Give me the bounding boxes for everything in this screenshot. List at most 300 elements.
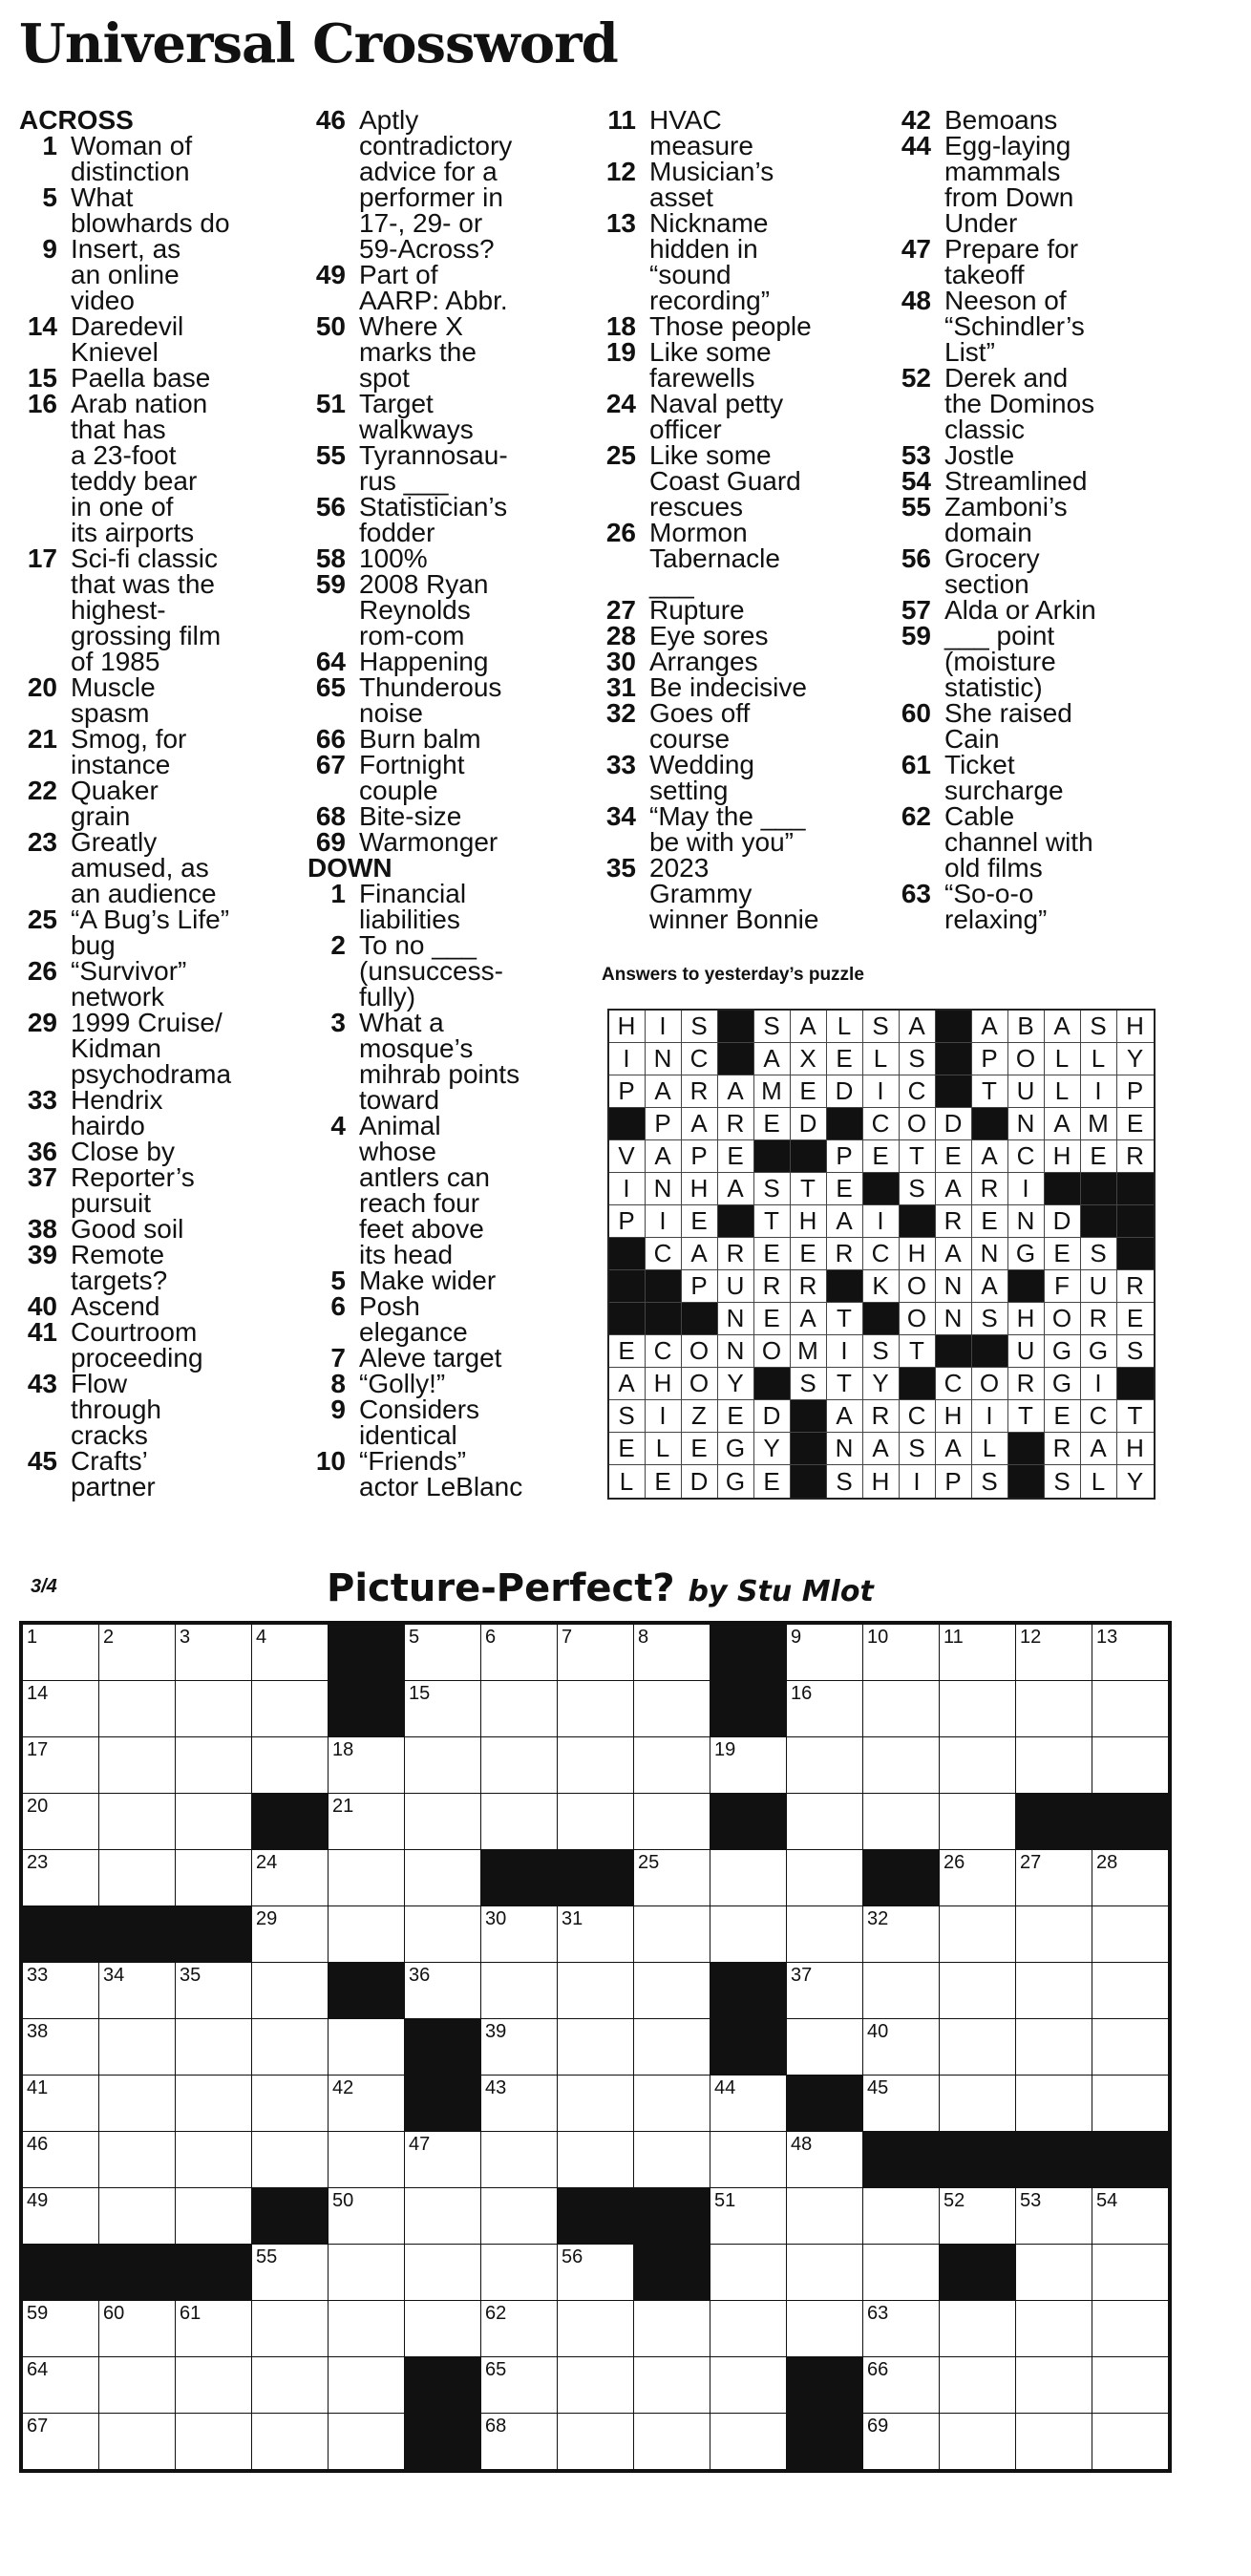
grid-cell[interactable]: [863, 1737, 939, 1793]
answer-block: [900, 1368, 936, 1400]
grid-cell[interactable]: [481, 2188, 557, 2244]
grid-cell[interactable]: [634, 1794, 710, 1849]
grid-cell[interactable]: [634, 2414, 710, 2469]
grid-cell[interactable]: [176, 1681, 251, 1736]
clue[interactable]: [598, 313, 884, 339]
grid-cell[interactable]: [863, 2301, 939, 2356]
clue[interactable]: [307, 107, 594, 262]
answer-cell: D: [936, 1108, 972, 1140]
clue[interactable]: [19, 1139, 306, 1164]
clue-number: 15: [27, 363, 57, 393]
grid-cell[interactable]: [558, 1625, 633, 1680]
grid-cell[interactable]: [940, 2019, 1015, 2075]
grid-cell[interactable]: [787, 1794, 862, 1849]
clue[interactable]: [893, 597, 1179, 623]
grid-cell[interactable]: [481, 2357, 557, 2413]
grid-cell[interactable]: [863, 2019, 939, 2075]
clue[interactable]: [307, 262, 594, 313]
grid-cell[interactable]: [23, 1681, 98, 1736]
grid-cell[interactable]: [710, 2188, 786, 2244]
clue[interactable]: [598, 752, 884, 803]
answer-cell: L: [646, 1433, 682, 1465]
clue[interactable]: [307, 1293, 594, 1345]
grid-cell[interactable]: [176, 1794, 251, 1849]
grid-cell[interactable]: [252, 1625, 328, 1680]
grid-cell[interactable]: [863, 1906, 939, 1962]
grid-cell[interactable]: [1016, 2414, 1092, 2469]
answer-block: [936, 1075, 972, 1108]
clue[interactable]: [598, 210, 884, 313]
grid-cell[interactable]: [329, 2188, 404, 2244]
grid-cell[interactable]: [176, 2188, 251, 2244]
clue[interactable]: [598, 107, 884, 159]
clue[interactable]: [893, 365, 1179, 442]
grid-cell[interactable]: [405, 1794, 480, 1849]
grid-cell[interactable]: [23, 1850, 98, 1905]
clue[interactable]: [598, 520, 884, 597]
grid-cell[interactable]: [1092, 1963, 1168, 2018]
grid-cell[interactable]: [252, 2132, 328, 2187]
grid-cell[interactable]: [99, 1625, 175, 1680]
clue[interactable]: [307, 649, 594, 674]
clue[interactable]: [307, 803, 594, 829]
grid-cell[interactable]: [252, 2076, 328, 2131]
grid-cell[interactable]: [634, 2357, 710, 2413]
grid-cell[interactable]: [558, 2076, 633, 2131]
grid-cell[interactable]: [176, 2132, 251, 2187]
grid-cell[interactable]: [634, 1906, 710, 1962]
grid-cell[interactable]: [1016, 1906, 1092, 1962]
clue[interactable]: [307, 571, 594, 649]
grid-cell[interactable]: [634, 2301, 710, 2356]
clue[interactable]: [598, 803, 884, 855]
grid-cell[interactable]: [252, 1681, 328, 1736]
grid-cell[interactable]: [634, 1963, 710, 2018]
clue[interactable]: [598, 339, 884, 391]
clue[interactable]: [598, 855, 884, 932]
grid-cell[interactable]: [1016, 1963, 1092, 2018]
clue[interactable]: [893, 494, 1179, 545]
grid-cell[interactable]: [99, 2301, 175, 2356]
grid-cell[interactable]: [1016, 1850, 1092, 1905]
grid-cell[interactable]: [634, 1850, 710, 1905]
grid-cell[interactable]: [940, 2188, 1015, 2244]
grid-cell[interactable]: [558, 1963, 633, 2018]
grid-cell[interactable]: [405, 2188, 480, 2244]
grid-cell[interactable]: [99, 1681, 175, 1736]
grid-cell[interactable]: [329, 2245, 404, 2300]
grid-cell[interactable]: [481, 1906, 557, 1962]
grid-cell[interactable]: [1092, 2245, 1168, 2300]
grid-cell[interactable]: [23, 2188, 98, 2244]
clue[interactable]: [893, 623, 1179, 700]
cell-number: 26: [944, 1852, 965, 1873]
clue[interactable]: [893, 881, 1179, 932]
grid-cell[interactable]: [329, 2019, 404, 2075]
clue-text: Posh elegance: [359, 1291, 468, 1347]
grid-cell[interactable]: [99, 1850, 175, 1905]
clue[interactable]: [307, 1267, 594, 1293]
clue[interactable]: [19, 133, 306, 184]
clue[interactable]: [307, 1113, 594, 1267]
grid-cell[interactable]: [405, 1737, 480, 1793]
grid-cell[interactable]: [558, 1737, 633, 1793]
grid-cell[interactable]: [23, 1963, 98, 2018]
grid-cell[interactable]: [558, 2245, 633, 2300]
clue[interactable]: [19, 1293, 306, 1319]
clue[interactable]: [19, 958, 306, 1010]
clue[interactable]: [19, 1216, 306, 1242]
grid-cell[interactable]: [1092, 2188, 1168, 2244]
grid-cell[interactable]: [23, 2301, 98, 2356]
grid-cell[interactable]: [710, 2245, 786, 2300]
clue[interactable]: [893, 442, 1179, 468]
grid-cell[interactable]: [329, 2132, 404, 2187]
grid-cell[interactable]: [787, 2301, 862, 2356]
clue[interactable]: [598, 674, 884, 700]
grid-cell[interactable]: [405, 1850, 480, 1905]
grid-cell[interactable]: [1092, 1681, 1168, 1736]
grid-cell[interactable]: [634, 2076, 710, 2131]
grid-cell[interactable]: [710, 2414, 786, 2469]
clue[interactable]: [19, 545, 306, 674]
clue[interactable]: [893, 545, 1179, 597]
grid-cell[interactable]: [940, 1963, 1015, 2018]
clue[interactable]: [307, 1345, 594, 1371]
grid-cell[interactable]: [99, 1737, 175, 1793]
grid-block: [329, 1681, 404, 1736]
answer-cell: Y: [1126, 1466, 1145, 1496]
grid-cell[interactable]: [405, 1906, 480, 1962]
grid-cell[interactable]: [634, 1681, 710, 1736]
grid-cell[interactable]: [787, 1906, 862, 1962]
grid-cell[interactable]: [329, 2357, 404, 2413]
crossword-grid[interactable]: [19, 1621, 1172, 2473]
grid-cell[interactable]: [787, 1963, 862, 2018]
grid-cell[interactable]: [176, 1963, 251, 2018]
grid-cell[interactable]: [940, 2076, 1015, 2131]
grid-cell[interactable]: [710, 2076, 786, 2131]
grid-cell[interactable]: [176, 1625, 251, 1680]
grid-cell[interactable]: [1092, 1625, 1168, 1680]
answer-block: [754, 1368, 791, 1400]
grid-cell[interactable]: [176, 1850, 251, 1905]
answer-block: [1008, 1465, 1045, 1498]
answer-cell: R: [754, 1270, 791, 1303]
grid-cell[interactable]: [787, 2245, 862, 2300]
grid-cell[interactable]: [863, 1794, 939, 1849]
grid-cell[interactable]: [1092, 1737, 1168, 1793]
clue-text: Insert, as an online video: [71, 234, 181, 315]
clue[interactable]: [307, 829, 594, 855]
grid-cell[interactable]: [1092, 2301, 1168, 2356]
grid-cell[interactable]: [940, 1906, 1015, 1962]
clue[interactable]: [307, 674, 594, 726]
grid-cell[interactable]: [634, 2132, 710, 2187]
grid-cell[interactable]: [1016, 2019, 1092, 2075]
grid-cell[interactable]: [863, 2414, 939, 2469]
clue[interactable]: [19, 1010, 306, 1087]
cell-number: 7: [562, 1627, 573, 1648]
clue[interactable]: [19, 1371, 306, 1448]
clue[interactable]: [19, 1242, 306, 1293]
clue[interactable]: [307, 1396, 594, 1448]
grid-cell[interactable]: [329, 1850, 404, 1905]
grid-cell[interactable]: [481, 2076, 557, 2131]
clue-number: 27: [605, 595, 636, 625]
grid-cell[interactable]: [940, 2414, 1015, 2469]
clue[interactable]: [19, 906, 306, 958]
grid-cell[interactable]: [710, 2357, 786, 2413]
grid-cell[interactable]: [710, 2301, 786, 2356]
clue[interactable]: [307, 726, 594, 752]
grid-cell[interactable]: [1016, 2301, 1092, 2356]
grid-cell[interactable]: [329, 1794, 404, 1849]
grid-cell[interactable]: [787, 1625, 862, 1680]
grid-cell[interactable]: [176, 2414, 251, 2469]
clue[interactable]: [19, 391, 306, 545]
grid-cell[interactable]: [329, 2301, 404, 2356]
grid-cell[interactable]: [558, 2019, 633, 2075]
clue[interactable]: [19, 236, 306, 313]
grid-cell[interactable]: [787, 2132, 862, 2187]
grid-cell[interactable]: [1016, 2357, 1092, 2413]
grid-cell[interactable]: [710, 2132, 786, 2187]
clue-text: Courtroom proceeding: [71, 1317, 203, 1373]
grid-block: [252, 2188, 328, 2244]
grid-cell[interactable]: [1016, 2076, 1092, 2131]
grid-cell[interactable]: [787, 2019, 862, 2075]
grid-block: [634, 2188, 710, 2244]
grid-cell[interactable]: [481, 1963, 557, 2018]
grid-cell[interactable]: [787, 1737, 862, 1793]
grid-cell[interactable]: [863, 2357, 939, 2413]
grid-cell[interactable]: [176, 1737, 251, 1793]
clue-number: 50: [315, 311, 346, 341]
grid-cell[interactable]: [634, 1737, 710, 1793]
grid-cell[interactable]: [23, 1625, 98, 1680]
grid-cell[interactable]: [405, 2245, 480, 2300]
answer-cell: G: [718, 1433, 754, 1465]
grid-cell[interactable]: [940, 1850, 1015, 1905]
clue[interactable]: [893, 468, 1179, 494]
clue[interactable]: [307, 442, 594, 494]
grid-cell[interactable]: [405, 1625, 480, 1680]
grid-cell[interactable]: [558, 2132, 633, 2187]
grid-cell[interactable]: [329, 2076, 404, 2131]
clue[interactable]: [19, 1164, 306, 1216]
grid-cell[interactable]: [252, 1850, 328, 1905]
grid-cell[interactable]: [252, 2019, 328, 2075]
grid-cell[interactable]: [481, 1794, 557, 1849]
grid-cell[interactable]: [787, 1850, 862, 1905]
grid-cell[interactable]: [329, 1737, 404, 1793]
clue[interactable]: [893, 107, 1179, 133]
grid-cell[interactable]: [634, 2019, 710, 2075]
grid-cell[interactable]: [252, 2414, 328, 2469]
clue[interactable]: [307, 881, 594, 932]
grid-cell[interactable]: [558, 2301, 633, 2356]
clue[interactable]: [19, 829, 306, 906]
grid-cell[interactable]: [252, 1906, 328, 1962]
grid-cell[interactable]: [99, 1963, 175, 2018]
clue[interactable]: [19, 1087, 306, 1139]
grid-cell[interactable]: [23, 1794, 98, 1849]
grid-cell[interactable]: [481, 2132, 557, 2187]
grid-cell[interactable]: [710, 1737, 786, 1793]
clue[interactable]: [307, 391, 594, 442]
grid-cell[interactable]: [405, 2301, 480, 2356]
grid-cell[interactable]: [1092, 1850, 1168, 1905]
grid-cell[interactable]: [481, 1681, 557, 1736]
clue[interactable]: [19, 365, 306, 391]
grid-cell[interactable]: [99, 2076, 175, 2131]
grid-cell[interactable]: [940, 1625, 1015, 1680]
grid-cell[interactable]: [481, 2301, 557, 2356]
grid-cell[interactable]: [1016, 2188, 1092, 2244]
grid-cell[interactable]: [940, 2357, 1015, 2413]
grid-cell[interactable]: [23, 2132, 98, 2187]
grid-cell[interactable]: [1016, 1737, 1092, 1793]
grid-cell[interactable]: [558, 1794, 633, 1849]
grid-block: [710, 2019, 786, 2075]
grid-cell[interactable]: [99, 2019, 175, 2075]
grid-cell[interactable]: [99, 2132, 175, 2187]
grid-cell[interactable]: [481, 1625, 557, 1680]
answer-block: [863, 1303, 900, 1335]
clue[interactable]: [598, 700, 884, 752]
clue[interactable]: [307, 1448, 594, 1500]
grid-cell[interactable]: [405, 2132, 480, 2187]
grid-cell[interactable]: [940, 2301, 1015, 2356]
grid-cell[interactable]: [252, 1963, 328, 2018]
grid-cell[interactable]: [863, 2245, 939, 2300]
clue[interactable]: [307, 313, 594, 391]
clue[interactable]: [19, 1319, 306, 1371]
grid-cell[interactable]: [1092, 2414, 1168, 2469]
grid-cell[interactable]: [1092, 2019, 1168, 2075]
grid-cell[interactable]: [23, 1737, 98, 1793]
grid-cell[interactable]: [23, 2019, 98, 2075]
clue[interactable]: [19, 726, 306, 777]
grid-cell[interactable]: [863, 1681, 939, 1736]
grid-cell[interactable]: [481, 1737, 557, 1793]
clue[interactable]: [893, 752, 1179, 803]
grid-cell[interactable]: [558, 1906, 633, 1962]
grid-cell[interactable]: [1016, 2245, 1092, 2300]
grid-cell[interactable]: [863, 2188, 939, 2244]
grid-cell[interactable]: [329, 1906, 404, 1962]
grid-cell[interactable]: [252, 2245, 328, 2300]
grid-cell[interactable]: [558, 1681, 633, 1736]
grid-cell[interactable]: [863, 1963, 939, 2018]
grid-cell[interactable]: [1016, 1625, 1092, 1680]
grid-cell[interactable]: [329, 2414, 404, 2469]
grid-cell[interactable]: [863, 2076, 939, 2131]
answer-cell: R: [972, 1173, 1008, 1205]
grid-cell[interactable]: [405, 1963, 480, 2018]
cell-number: 4: [256, 1627, 267, 1648]
clue[interactable]: [19, 1448, 306, 1500]
clue[interactable]: [19, 184, 306, 236]
clue[interactable]: [19, 777, 306, 829]
grid-cell[interactable]: [252, 2301, 328, 2356]
clue[interactable]: [19, 313, 306, 365]
grid-cell[interactable]: [176, 2076, 251, 2131]
grid-cell[interactable]: [99, 2414, 175, 2469]
answer-cell: A: [682, 1238, 718, 1270]
grid-cell[interactable]: [787, 2188, 862, 2244]
clue[interactable]: [307, 1371, 594, 1396]
clue[interactable]: [307, 752, 594, 803]
grid-cell[interactable]: [1016, 1681, 1092, 1736]
clue[interactable]: [307, 545, 594, 571]
clue[interactable]: [598, 159, 884, 210]
grid-cell[interactable]: [863, 1625, 939, 1680]
clue[interactable]: [893, 236, 1179, 287]
clue[interactable]: [307, 1010, 594, 1113]
clue[interactable]: [307, 932, 594, 1010]
grid-cell[interactable]: [710, 1850, 786, 1905]
grid-cell[interactable]: [940, 1737, 1015, 1793]
grid-cell[interactable]: [1092, 2357, 1168, 2413]
grid-cell[interactable]: [481, 2019, 557, 2075]
clue[interactable]: [307, 494, 594, 545]
clue-number: 17: [27, 543, 57, 573]
grid-cell[interactable]: [23, 2357, 98, 2413]
clue[interactable]: [598, 649, 884, 674]
grid-cell[interactable]: [23, 2076, 98, 2131]
answer-cell: D: [827, 1075, 863, 1108]
grid-cell[interactable]: [1092, 2076, 1168, 2131]
grid-cell[interactable]: [940, 1681, 1015, 1736]
grid-cell[interactable]: [481, 2245, 557, 2300]
clue[interactable]: [893, 803, 1179, 881]
grid-cell[interactable]: [99, 1794, 175, 1849]
grid-cell[interactable]: [634, 1625, 710, 1680]
grid-cell[interactable]: [252, 1737, 328, 1793]
grid-cell[interactable]: [176, 2301, 251, 2356]
clue[interactable]: [893, 287, 1179, 365]
answer-cell: S: [1117, 1335, 1154, 1368]
grid-cell[interactable]: [23, 2414, 98, 2469]
grid-cell[interactable]: [940, 1794, 1015, 1849]
clue-number: 8: [330, 1369, 346, 1398]
grid-cell[interactable]: [558, 2357, 633, 2413]
clue[interactable]: [598, 391, 884, 442]
grid-cell[interactable]: [176, 2019, 251, 2075]
clue-text: Nickname hidden in “sound recording”: [649, 208, 771, 315]
clue[interactable]: [19, 674, 306, 726]
clue[interactable]: [598, 597, 884, 623]
clue[interactable]: [598, 623, 884, 649]
answer-cell: I: [609, 1043, 646, 1075]
grid-cell[interactable]: [481, 2414, 557, 2469]
grid-cell[interactable]: [99, 2188, 175, 2244]
grid-cell[interactable]: [176, 2357, 251, 2413]
clue-text: Like some farewells: [649, 337, 772, 393]
grid-cell[interactable]: [252, 2357, 328, 2413]
clue[interactable]: [893, 700, 1179, 752]
grid-cell[interactable]: [99, 2357, 175, 2413]
clue[interactable]: [598, 442, 884, 520]
grid-cell[interactable]: [787, 1681, 862, 1736]
clue[interactable]: [893, 133, 1179, 236]
grid-cell[interactable]: [405, 1681, 480, 1736]
grid-cell[interactable]: [558, 2414, 633, 2469]
grid-cell[interactable]: [710, 1906, 786, 1962]
grid-cell[interactable]: [1092, 1906, 1168, 1962]
